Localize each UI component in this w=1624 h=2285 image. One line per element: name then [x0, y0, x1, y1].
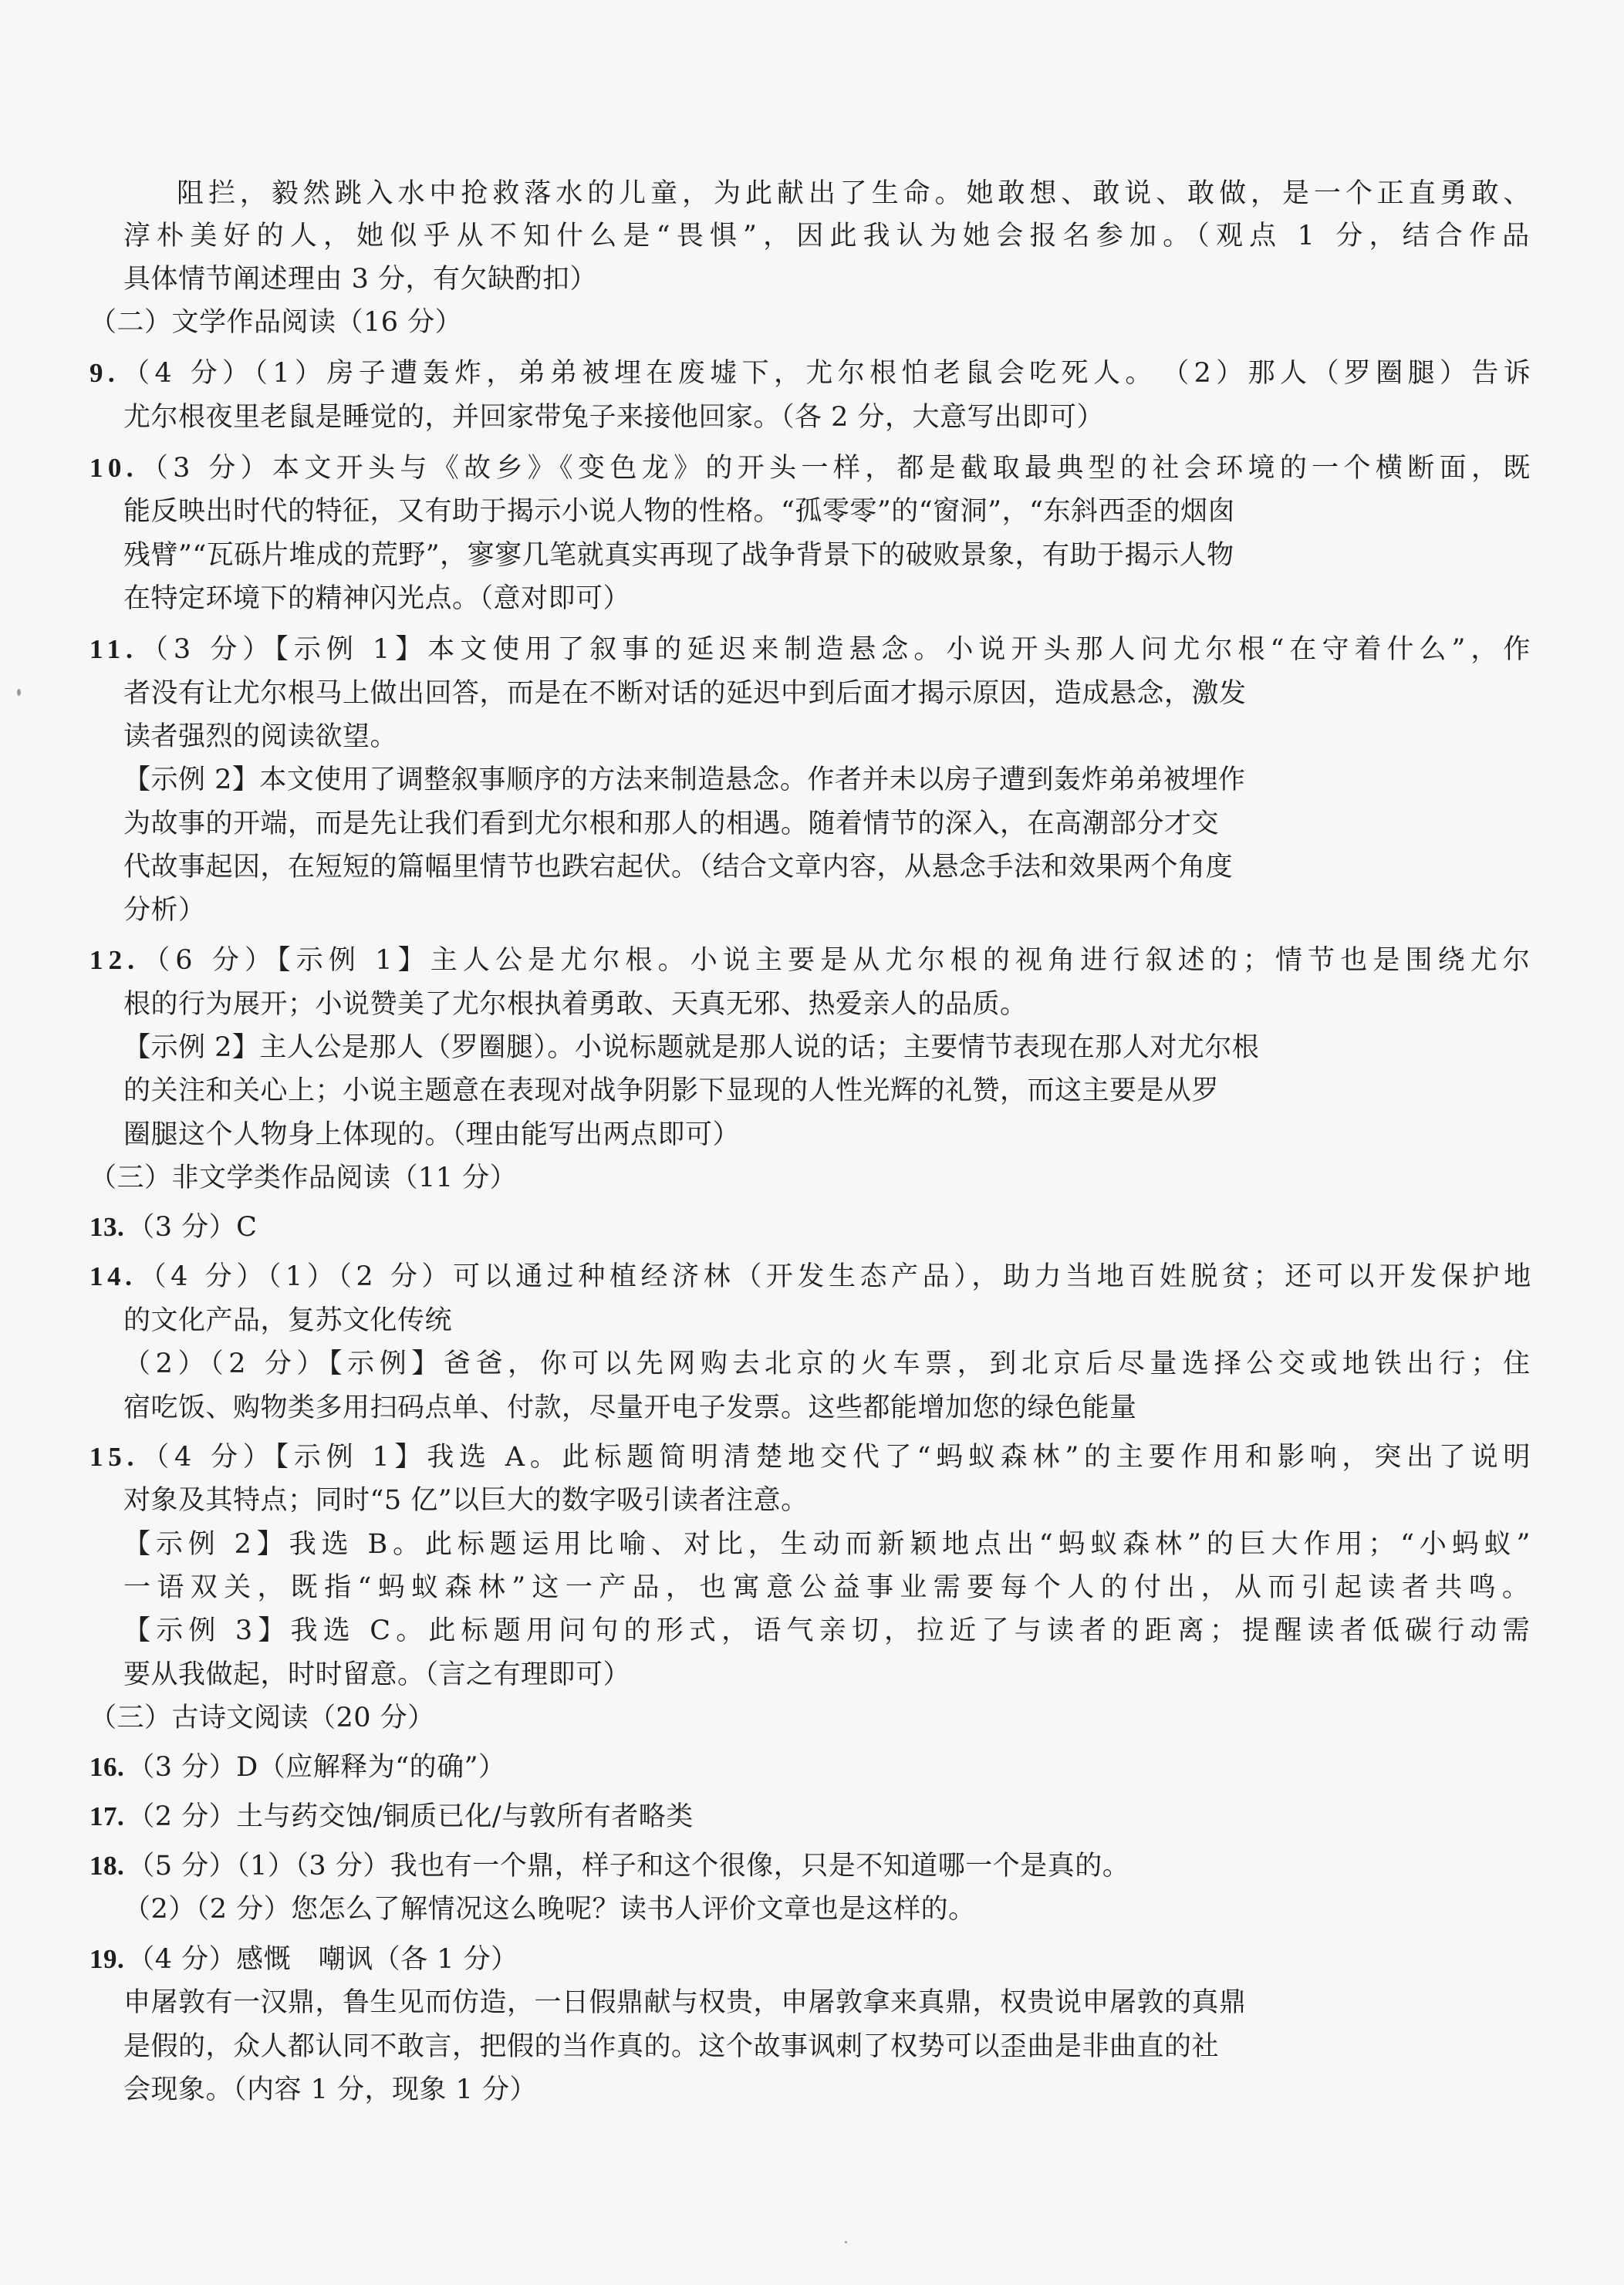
answer-text-line [177, 176, 1535, 211]
line-text: 者没有让尤尔根马上做出回答，而是在不断对话的延迟中到后面才揭示原因，造成悬念，激发 [123, 678, 1247, 709]
question-number: 16. [89, 1752, 125, 1782]
line-text: 根的行为展开；小说赞美了尤尔根执着勇敢、天真无邪、热爱亲人的品质。 [123, 989, 1028, 1020]
line-text: （2）（2 分）【示例】爸爸，你可以先网购去北京的火车票，到北京后尽量选择公交或地铁出行；住 [123, 1348, 1535, 1379]
line-text: 的文化产品，复苏文化传统 [123, 1305, 453, 1336]
answer-text-line [123, 581, 630, 616]
answer-text-line [123, 1657, 630, 1693]
scan-speck [17, 689, 21, 696]
answer-text-line [123, 676, 1247, 711]
question-answer-line [89, 1750, 506, 1785]
line-text: （3 分）D（应解释为“的确”） [127, 1752, 506, 1783]
line-text: 要从我做起，时时留意。（言之有理即可） [123, 1659, 631, 1690]
line-text: 是假的，众人都认同不敢言，把假的当作真的。这个故事讽刺了权势可以歪曲是非曲直的社 [123, 2031, 1220, 2062]
answer-text-line [123, 218, 1535, 254]
line-text: （4 分）【示例 1】我选 A。此标题简明清楚地交代了“蚂蚁森林”的主要作用和影响，突出了说明 [142, 1442, 1536, 1473]
answer-text-line [123, 762, 1245, 798]
line-text: （3 分）【示例 1】本文使用了叙事的延迟来制造悬念。小说开头那人问尤尔根“在守着什么”，作 [140, 634, 1536, 665]
answer-text-line [123, 1303, 452, 1338]
question-number: 14. [89, 1261, 137, 1291]
question-answer-line [89, 1942, 518, 1977]
line-text: 圈腿这个人物身上体现的。（理由能写出两点即可） [123, 1119, 741, 1150]
question-answer-line [89, 1440, 1535, 1475]
line-text: （三）古诗文阅读（20 分） [89, 1703, 435, 1733]
question-answer-line [89, 1259, 1535, 1294]
answer-text-line [89, 1700, 435, 1736]
line-text: 能反映出时代的特征，又有助于揭示小说人物的性格。“孤零零”的“窗洞”，“东斜西歪的烟囱 [123, 496, 1235, 527]
answer-text-line [123, 1346, 1535, 1382]
line-text: 的关注和关心上；小说主题意在表现对战争阴影下显现的人性光辉的礼赞，而这主要是从罗 [123, 1075, 1220, 1106]
line-text: （4 分）（1）（2 分）可以通过种植经济林（开发生态产品），助力当地百姓脱贫；还可以开发保护地 [139, 1261, 1535, 1292]
line-text: 【示例 3】我选 C。此标题用问句的形式，语气亲切，拉近了与读者的距离；提醒读者低碳行动需 [123, 1615, 1535, 1646]
answer-text-line [123, 262, 597, 297]
question-answer-line [89, 1210, 257, 1245]
answer-text-line [123, 400, 1104, 435]
answer-text-line [123, 719, 397, 754]
question-answer-line [89, 632, 1535, 667]
line-text: （4 分）感慨 嘲讽（各 1 分） [127, 1944, 518, 1975]
question-number: 15. [89, 1442, 140, 1472]
line-text: （4 分）（1）房子遭轰炸，弟弟被埋在废墟下，尤尔根怕老鼠会吃死人。 （2）那人（罗圈腿）告诉 [123, 358, 1536, 389]
answer-text-line [89, 1160, 517, 1196]
line-text: 一语双关，既指“蚂蚁森林”这一产品，也寓意公益事业需要每个人的付出，从而引起读者共鸣。 [123, 1572, 1536, 1603]
question-number: 12. [89, 945, 140, 975]
scan-speck [845, 2241, 847, 2243]
answer-text-line [89, 305, 462, 340]
line-text: （2）（2 分）您怎么了解情况这么晚呢？读书人评价文章也是这样的。 [123, 1894, 976, 1925]
answer-text-line [123, 849, 1233, 885]
answer-text-line [123, 1117, 740, 1153]
answer-text-line [123, 1613, 1535, 1649]
line-text: 【示例 2】本文使用了调整叙事顺序的方法来制造悬念。作者并未以房子遭到轰炸弟弟被埋作 [123, 764, 1246, 795]
answer-text-line [123, 987, 1028, 1022]
line-text: 分析） [123, 895, 206, 926]
answer-text-line [123, 893, 206, 928]
answer-text-line [123, 1570, 1535, 1605]
question-answer-line [89, 356, 1535, 391]
line-text: （6 分）【示例 1】主人公是尤尔根。小说主要是从尤尔根的视角进行叙述的；情节也是围绕尤尔 [143, 945, 1536, 976]
line-text: 具体情节阐述理由 3 分，有欠缺酌扣） [123, 264, 598, 295]
question-number: 18. [89, 1851, 125, 1881]
line-text: （三）非文学类作品阅读（11 分） [89, 1163, 518, 1193]
line-text: 【示例 2】我选 B。此标题运用比喻、对比，生动而新颖地点出“蚂蚁森林”的巨大作用；“小蚂蚁” [123, 1529, 1536, 1560]
question-number: 19. [89, 1944, 125, 1974]
line-text: 对象及其特点；同时“5 亿”以巨大的数字吸引读者注意。 [123, 1485, 809, 1516]
line-text: 【示例 2】主人公是那人（罗圈腿）。小说标题就是那人说的话；主要情节表现在那人对尤尔根 [123, 1032, 1260, 1063]
line-text: 代故事起因，在短短的篇幅里情节也跌宕起伏。（结合文章内容，从悬念手法和效果两个角度 [123, 852, 1234, 883]
answer-text-line [123, 1390, 1137, 1426]
answer-text-line [123, 1483, 809, 1518]
question-answer-line [89, 451, 1535, 486]
question-number: 9. [89, 358, 120, 388]
line-text: （3 分）本文开头与《故乡》《变色龙》的开头一样，都是截取最典型的社会环境的一个横断面，既 [140, 453, 1535, 484]
line-text: 在特定环境下的精神闪光点。（意对即可） [123, 583, 631, 614]
line-text: 申屠敦有一汉鼎，鲁生见而仿造，一日假鼎献与权贵，申屠敦拿来真鼎，权贵说申屠敦的真鼎 [123, 1987, 1247, 2018]
line-text: 宿吃饭、购物类多用扫码点单、付款，尽量开电子发票。这些都能增加您的绿色能量 [123, 1392, 1137, 1423]
question-number: 11. [89, 634, 138, 664]
answer-text-line [123, 1527, 1535, 1562]
line-text: 会现象。（内容 1 分，现象 1 分） [123, 2074, 538, 2105]
line-text: 残臂”“瓦砾片堆成的荒野”，寥寥几笔就真实再现了战争背景下的破败景象，有助于揭示人物 [123, 540, 1234, 571]
question-number: 10. [89, 453, 138, 483]
answer-text-line [123, 1030, 1259, 1065]
answer-text-line [123, 1985, 1247, 2020]
answer-text-line [123, 1892, 976, 1927]
line-text: 为故事的开端，而是先让我们看到尤尔根和那人的相遇。随着情节的深入，在高潮部分才交 [123, 808, 1220, 839]
line-text: （5 分）（1）（3 分）我也有一个鼎，样子和这个很像，只是不知道哪一个是真的。 [127, 1851, 1130, 1882]
answer-text-line [123, 538, 1234, 573]
answer-text-line [123, 806, 1219, 842]
line-text: （2 分）土与药交蚀/铜质已化/与敦所有者略类 [127, 1801, 694, 1832]
question-number: 17. [89, 1801, 125, 1831]
line-text: 阻拦，毅然跳入水中抢救落水的儿童，为此献出了生命。她敢想、敢说、敢做，是一个正直勇敢、 [177, 178, 1535, 209]
answer-text-line [123, 494, 1235, 529]
line-text: （3 分）C [127, 1212, 258, 1243]
question-number: 13. [89, 1212, 125, 1242]
line-text: 尤尔根夜里老鼠是睡觉的，并回家带兔子来接他回家。（各 2 分，大意写出即可） [123, 402, 1105, 433]
line-text: 淳朴美好的人，她似乎从不知什么是“畏惧”，因此我认为她会报名参加。（观点 1 分，结合作品 [123, 221, 1536, 251]
answer-text-line [123, 1073, 1219, 1109]
line-text: 读者强烈的阅读欲望。 [123, 721, 398, 752]
answer-text-line [123, 2072, 537, 2108]
question-answer-line [89, 1799, 694, 1834]
question-answer-line [89, 943, 1535, 978]
answer-text-line [123, 2029, 1219, 2064]
line-text: （二）文学作品阅读（16 分） [89, 307, 463, 338]
question-answer-line [89, 1848, 1129, 1884]
